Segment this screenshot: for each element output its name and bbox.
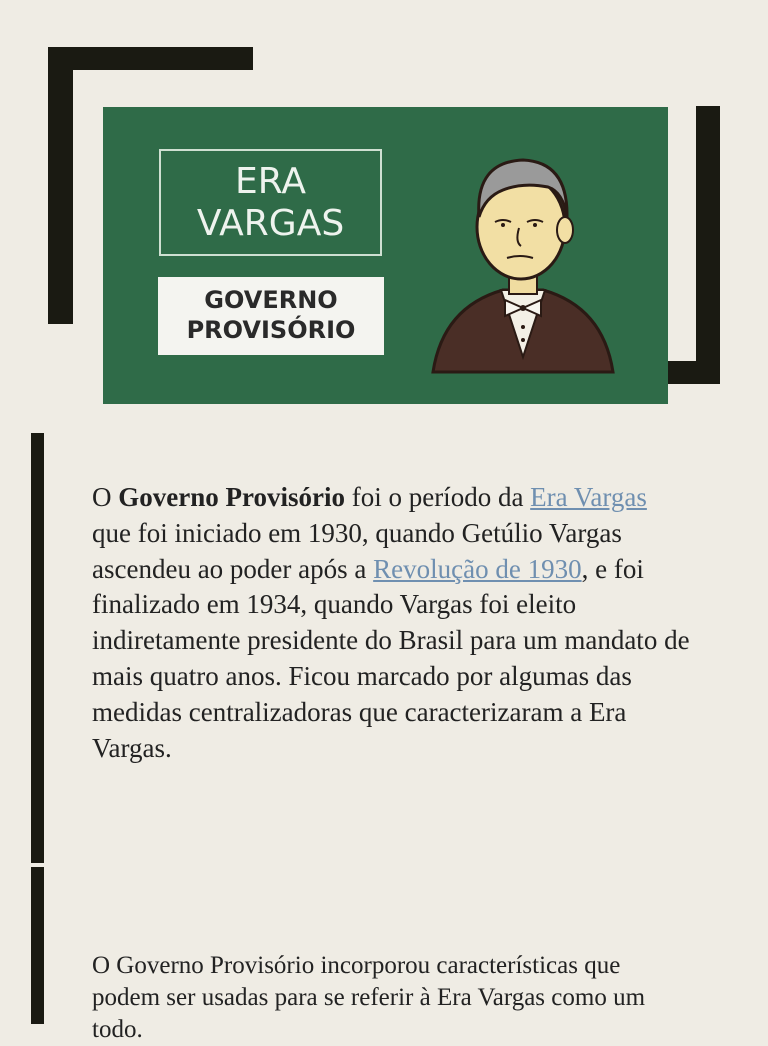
banner-title-line2: VARGAS: [196, 203, 345, 244]
banner-subtitle-box: [158, 277, 384, 355]
para1-bold-term: Governo Provisório: [118, 482, 345, 512]
banner-subtitle-line2: PROVISÓRIO: [186, 316, 356, 344]
para1-text-2: foi o período da: [344, 482, 531, 512]
frame-left-bar: [48, 47, 73, 324]
frame-top-bar: [48, 47, 253, 70]
era-vargas-banner: [103, 107, 668, 404]
getulio-vargas-portrait: [423, 132, 623, 382]
second-paragraph: O Governo Provisório incorporou características que podem ser usadas para se referir à Era Vargas como um todo.: [92, 952, 646, 1043]
era-vargas-link[interactable]: Era Vargas: [530, 482, 647, 512]
banner-title-box: [159, 149, 382, 256]
para1-text-3: que foi iniciado em 1930, quando Getúlio Vargas ascendeu ao poder após a: [92, 517, 622, 584]
revolucao-1930-link[interactable]: Revolução de 1930: [373, 553, 582, 584]
banner-title-line1: ERA: [235, 161, 306, 202]
para1-text-4: , e foi finalizado em 1934, quando Vargas foi eleito indiretamente presidente do Brasil para um mandato de mais quatro anos. Ficou marcado por algumas das medidas centralizadoras que caracterizaram a Era Vargas.: [92, 553, 690, 763]
frame-bottom-bar: [668, 361, 720, 384]
para1-text-1: O: [92, 482, 119, 512]
intro-paragraph: [92, 480, 692, 766]
side-rule-upper: [31, 433, 44, 863]
banner-subtitle-line1: GOVERNO: [204, 286, 338, 314]
frame-right-bar: [696, 106, 720, 384]
side-rule-lower: [31, 867, 44, 1024]
